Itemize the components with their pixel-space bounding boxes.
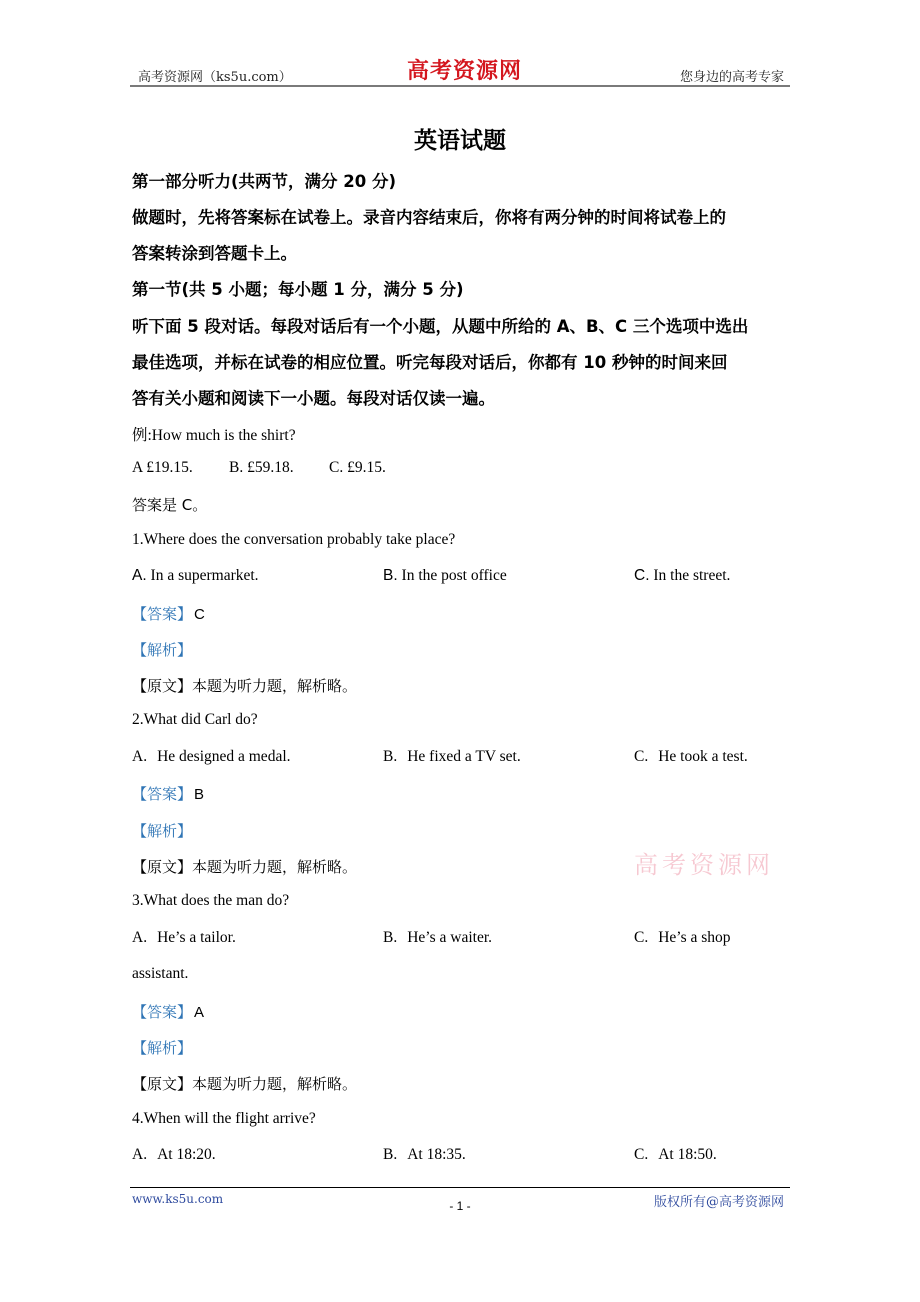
option-letter: B. — [383, 748, 398, 765]
example-question: 例:How much is the shirt? — [132, 427, 296, 444]
answer-tag: 【答案】 — [132, 605, 193, 623]
question-2-option-c — [634, 748, 748, 766]
part-heading: 第一部分听力(共两节，满分 20 分) — [132, 172, 397, 191]
option-letter: A. — [132, 929, 148, 946]
answer-value: A — [194, 1004, 205, 1021]
page-title: 英语试题 — [414, 128, 506, 154]
analysis-tag: 【解析】 — [132, 641, 193, 659]
question-3-option-c-continuation: assistant. — [132, 965, 189, 982]
footer-site-link[interactable]: www.ks5u.com — [132, 1192, 224, 1206]
instruction-line-1: 做题时，先将答案标在试卷上。录音内容结束后，你将有两分钟的时间将试卷上的 — [132, 208, 726, 227]
question-2-option-b — [383, 748, 521, 766]
answer-value: C — [194, 606, 205, 623]
option-text: In the post office — [397, 567, 507, 584]
question-3-option-b — [383, 929, 492, 947]
original-tag: 【原文】 — [132, 1075, 193, 1093]
directions-line-2: 最佳选项，并标在试卷的相应位置。听完每段对话后，你都有 10 秒钟的时间来回 — [132, 353, 728, 372]
question-4-option-b — [383, 1146, 466, 1164]
question-3-answer — [132, 1001, 204, 1022]
question-2-stem: 2.What did Carl do? — [132, 711, 258, 728]
option-text: At 18:35. — [407, 1146, 466, 1163]
section-heading: 第一节(共 5 小题；每小题 1 分，满分 5 分) — [132, 280, 464, 299]
example-option-c: C. £9.15. — [329, 459, 386, 476]
question-1-answer — [132, 603, 205, 624]
header-logo: 高考资源网 — [407, 58, 523, 84]
option-text: In a supermarket. — [146, 567, 259, 584]
instruction-line-2: 答案转涂到答题卡上。 — [132, 244, 297, 263]
analysis-tag: 【解析】 — [132, 1039, 193, 1057]
option-text: He fixed a TV set. — [407, 748, 521, 765]
original-text: 本题为听力题，解析略。 — [192, 677, 358, 695]
question-1-original — [132, 675, 357, 696]
header-divider — [130, 85, 790, 87]
question-1-option-a — [132, 567, 259, 585]
analysis-tag: 【解析】 — [132, 822, 193, 840]
option-letter: A. — [132, 748, 148, 765]
question-4-option-c — [634, 1146, 717, 1164]
example-answer: 答案是 C。 — [132, 496, 208, 514]
option-letter: C. — [634, 748, 649, 765]
directions-line-1: 听下面 5 段对话。每段对话后有一个小题，从题中所给的 A、B、C 三个选项中选出 — [132, 317, 749, 336]
footer-copyright: 版权所有@高考资源网 — [653, 1195, 784, 1210]
question-3-original — [132, 1073, 357, 1094]
question-2-answer — [132, 783, 204, 804]
directions-line-3: 答有关小题和阅读下一小题。每段对话仅读一遍。 — [132, 389, 495, 408]
option-letter: A. — [132, 1146, 148, 1163]
option-letter: C. — [634, 929, 649, 946]
question-1-analysis — [132, 639, 192, 660]
option-text: He took a test. — [658, 748, 748, 765]
example-option-a: A £19.15. — [132, 459, 193, 476]
option-text: He’s a waiter. — [407, 929, 493, 946]
page-number: - 1 - — [449, 1199, 471, 1213]
question-1-stem: 1.Where does the conversation probably take place? — [132, 531, 456, 548]
answer-tag: 【答案】 — [132, 785, 193, 803]
original-text: 本题为听力题，解析略。 — [192, 858, 358, 876]
header-slogan: 您身边的高考专家 — [679, 70, 784, 85]
question-3-option-a — [132, 929, 236, 947]
question-2-original — [132, 856, 357, 877]
question-4-stem: 4.When will the flight arrive? — [132, 1110, 316, 1127]
option-text: At 18:50. — [658, 1146, 717, 1163]
option-letter: C. — [634, 567, 650, 584]
original-tag: 【原文】 — [132, 858, 193, 876]
option-letter: B. — [383, 1146, 398, 1163]
footer-divider — [130, 1187, 790, 1188]
option-text: At 18:20. — [157, 1146, 216, 1163]
question-4-option-a — [132, 1146, 216, 1164]
option-letter: A. — [132, 567, 147, 584]
original-text: 本题为听力题，解析略。 — [192, 1075, 358, 1093]
option-text: In the street. — [649, 567, 731, 584]
question-3-analysis — [132, 1037, 192, 1058]
question-3-stem: 3.What does the man do? — [132, 892, 290, 909]
question-1-option-c — [634, 567, 730, 585]
option-text: He’s a tailor. — [157, 929, 236, 946]
question-3-option-c — [634, 929, 731, 947]
answer-value: B — [194, 786, 205, 803]
example-option-b: B. £59.18. — [229, 459, 294, 476]
answer-tag: 【答案】 — [132, 1003, 193, 1021]
option-letter: B. — [383, 929, 398, 946]
question-1-option-b — [383, 567, 507, 585]
option-letter: C. — [634, 1146, 649, 1163]
page-header — [130, 60, 790, 88]
option-text: He’s a shop — [658, 929, 731, 946]
original-tag: 【原文】 — [132, 677, 193, 695]
option-text: He designed a medal. — [157, 748, 291, 765]
watermark: 高考资源网 — [634, 851, 774, 879]
question-2-analysis — [132, 820, 192, 841]
header-site-name: 高考资源网（ks5u.com） — [138, 70, 292, 85]
option-letter: B. — [383, 567, 398, 584]
question-2-option-a — [132, 748, 291, 766]
